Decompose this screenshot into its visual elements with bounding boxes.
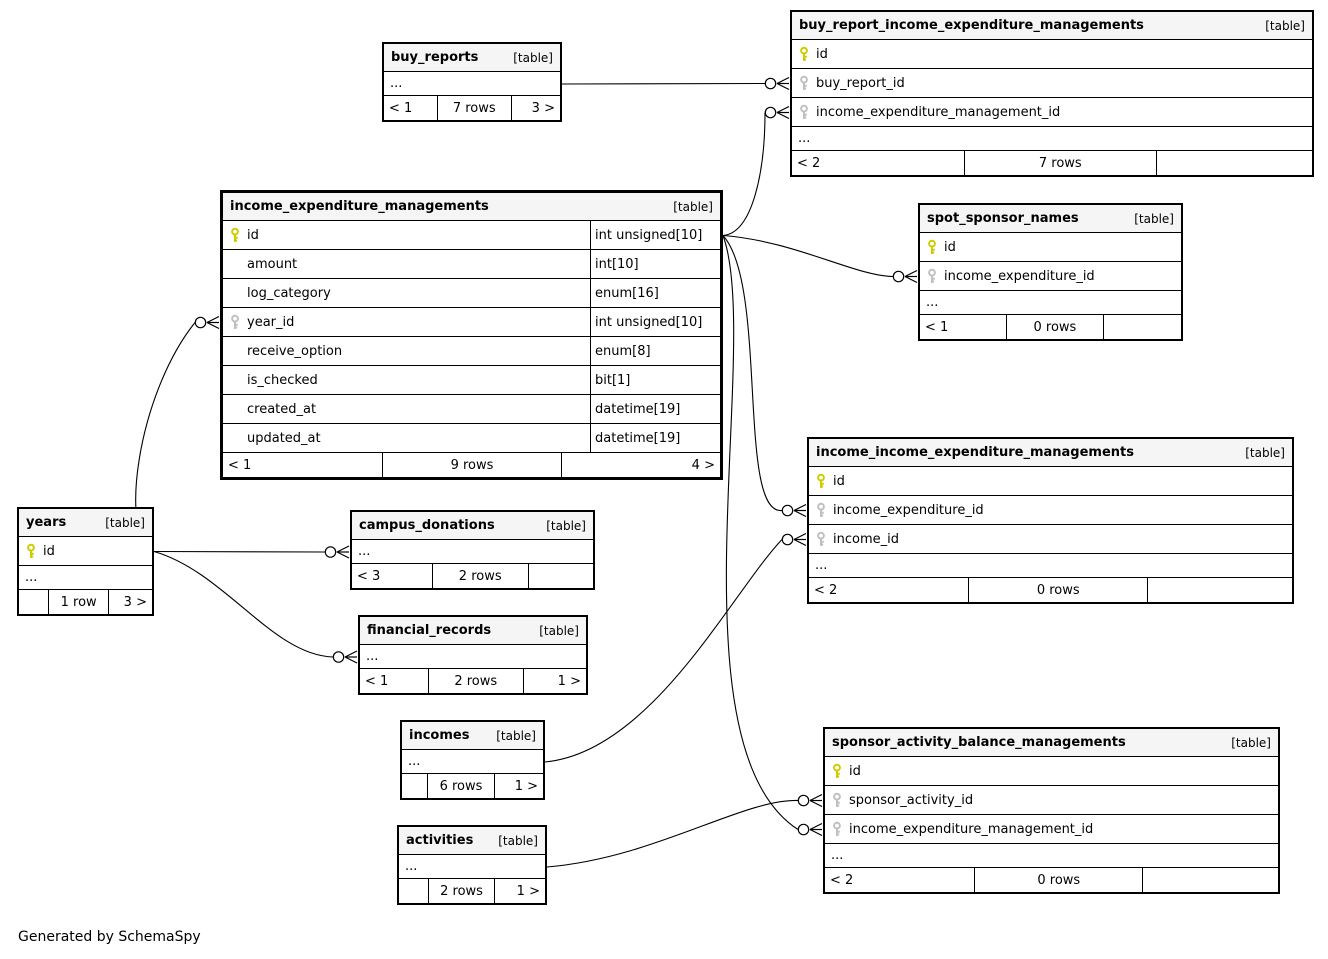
entity-buy_reports[interactable]: [382, 42, 562, 122]
column-row-log_category[interactable]: [223, 279, 720, 308]
column-name: updated_at: [247, 430, 321, 446]
primary-key-icon: [920, 233, 944, 261]
footer-row-count: 6 rows: [427, 774, 493, 798]
footer-children: [1147, 578, 1292, 602]
table-header: [384, 44, 560, 72]
footer-row-count: 2 rows: [428, 879, 494, 903]
entity-incomes[interactable]: [400, 720, 545, 800]
column-row-sponsor_activity_id[interactable]: [825, 786, 1278, 815]
no-key-spacer: [223, 279, 247, 307]
table-name[interactable]: sponsor_activity_balance_managements: [832, 735, 1126, 750]
entity-sponsor_activity_balance_managements[interactable]: [823, 727, 1280, 894]
footer-row-count: 2 rows: [432, 564, 528, 588]
column-row-buy_report_id[interactable]: [792, 69, 1312, 98]
table-name[interactable]: income_expenditure_managements: [230, 199, 489, 214]
footer-parents: [399, 879, 428, 903]
column-row-id[interactable]: [792, 40, 1312, 69]
foreign-key-icon: [792, 98, 816, 126]
column-name: id: [816, 46, 828, 62]
column-name: id: [944, 239, 956, 255]
table-name[interactable]: buy_report_income_expenditure_managements: [799, 18, 1144, 33]
footer-children: 3 >: [511, 96, 560, 120]
primary-key-icon: [825, 757, 849, 785]
column-name: log_category: [247, 285, 331, 301]
column-row-id[interactable]: [809, 467, 1292, 496]
column-type: datetime[19]: [590, 395, 720, 423]
more-columns-ellipsis: ...: [384, 72, 560, 96]
table-footer: [792, 151, 1312, 175]
more-columns-ellipsis: ...: [399, 855, 545, 879]
footer-children: 1 >: [494, 774, 543, 798]
table-footer: [384, 96, 560, 120]
table-header: [809, 439, 1292, 467]
column-row-amount[interactable]: [223, 250, 720, 279]
table-name[interactable]: campus_donations: [359, 518, 495, 533]
footer-children: [1156, 151, 1312, 175]
primary-key-icon: [792, 40, 816, 68]
footer-parents: < 1: [228, 457, 252, 473]
table-footer: [402, 774, 543, 798]
entity-years[interactable]: [17, 507, 154, 616]
table-footer: [360, 669, 586, 693]
primary-key-icon: [223, 221, 247, 249]
column-name: buy_report_id: [816, 75, 905, 91]
footer-row-count: 7 rows: [964, 151, 1156, 175]
edge-income_expenditure_managements.id-to-buy_report_income_expenditure_managements.income_expenditure_management_id: [723, 107, 789, 236]
no-key-spacer: [223, 337, 247, 365]
footer-row-count: 7 rows: [437, 96, 511, 120]
edge-income_expenditure_managements.id-to-income_income_expenditure_managements.income_expenditure_id: [723, 236, 806, 517]
table-header: [399, 827, 545, 855]
column-type: bit[1]: [590, 366, 720, 394]
table-tag: [table]: [1134, 211, 1174, 226]
entity-income_income_expenditure_managements[interactable]: [807, 437, 1294, 604]
table-footer: [399, 879, 545, 903]
footer-parents: [402, 774, 427, 798]
column-name: id: [247, 227, 259, 243]
column-name: amount: [247, 256, 298, 272]
edge-buy_reports-to-buy_report_income_expenditure_managements.buy_report_id: [562, 78, 789, 90]
footer-row-count: 1 row: [48, 590, 108, 614]
entity-activities[interactable]: [397, 825, 547, 905]
table-header: [402, 722, 543, 750]
column-row-id[interactable]: [19, 537, 152, 566]
footer-parents: < 1: [365, 673, 389, 689]
footer-children: [528, 564, 593, 588]
table-name[interactable]: income_income_expenditure_managements: [816, 445, 1134, 460]
column-name: income_id: [833, 531, 899, 547]
no-key-spacer: [223, 424, 247, 452]
footer-children: 1 >: [523, 669, 586, 693]
table-name[interactable]: activities: [406, 833, 474, 848]
column-row-income_expenditure_management_id[interactable]: [825, 815, 1278, 844]
column-name: id: [43, 543, 55, 559]
more-columns-ellipsis: ...: [792, 127, 1312, 151]
column-row-income_id[interactable]: [809, 525, 1292, 554]
foreign-key-icon: [223, 308, 247, 336]
column-type: enum[16]: [590, 279, 720, 307]
table-header: [825, 729, 1278, 757]
footer-children: [1103, 315, 1181, 339]
footer-children: 1 >: [494, 879, 545, 903]
more-columns-ellipsis: ...: [402, 750, 543, 774]
column-row-receive_option[interactable]: [223, 337, 720, 366]
footer-row-count: 0 rows: [968, 578, 1147, 602]
column-name: sponsor_activity_id: [849, 792, 974, 808]
more-columns-ellipsis: ...: [352, 540, 593, 564]
table-footer: [825, 868, 1278, 892]
foreign-key-icon: [809, 496, 833, 524]
foreign-key-icon: [825, 786, 849, 814]
footer-row-count: 0 rows: [1006, 315, 1103, 339]
no-key-spacer: [223, 366, 247, 394]
table-footer: [19, 590, 152, 614]
column-row-year_id[interactable]: [223, 308, 720, 337]
footer-parents: [19, 590, 48, 614]
foreign-key-icon: [809, 525, 833, 553]
table-tag: [table]: [496, 728, 536, 743]
column-name: created_at: [247, 401, 317, 417]
column-type: enum[8]: [590, 337, 720, 365]
table-name[interactable]: spot_sponsor_names: [927, 211, 1079, 226]
table-tag: [table]: [498, 833, 538, 848]
column-row-id[interactable]: [223, 221, 720, 250]
edge-activities-to-sponsor_activity_balance_managements.sponsor_activity_id: [547, 795, 822, 868]
entity-financial_records[interactable]: [358, 615, 588, 695]
column-row-created_at[interactable]: [223, 395, 720, 424]
footer-parents: < 2: [814, 582, 838, 598]
column-type: int unsigned[10]: [590, 308, 720, 336]
table-tag: [table]: [513, 50, 553, 65]
table-name[interactable]: financial_records: [367, 623, 492, 638]
footer-parents: < 1: [389, 100, 413, 116]
generated-by-note: Generated by SchemaSpy: [18, 929, 201, 945]
table-name[interactable]: years: [26, 515, 67, 530]
table-header: [792, 12, 1312, 40]
column-row-is_checked[interactable]: [223, 366, 720, 395]
edge-years.id-to-financial_records: [154, 552, 357, 664]
footer-row-count: 2 rows: [428, 669, 523, 693]
foreign-key-icon: [792, 69, 816, 97]
table-footer: [809, 578, 1292, 602]
footer-parents: < 2: [797, 155, 821, 171]
table-name[interactable]: buy_reports: [391, 50, 479, 65]
table-footer: [920, 315, 1181, 339]
column-row-id[interactable]: [920, 233, 1181, 262]
footer-row-count: 0 rows: [974, 868, 1142, 892]
footer-parents: < 1: [925, 319, 949, 335]
table-tag: [table]: [673, 199, 713, 214]
footer-parents: < 2: [830, 872, 854, 888]
edge-years.id-to-campus_donations: [154, 546, 349, 558]
table-header: [920, 205, 1181, 233]
entity-income_expenditure_managements[interactable]: [220, 190, 723, 480]
column-row-income_expenditure_id[interactable]: [809, 496, 1292, 525]
more-columns-ellipsis: ...: [360, 645, 586, 669]
table-header: [360, 617, 586, 645]
table-tag: [table]: [1265, 18, 1305, 33]
footer-row-count: 9 rows: [382, 453, 561, 477]
footer-children: [1142, 868, 1278, 892]
primary-key-icon: [809, 467, 833, 495]
more-columns-ellipsis: ...: [809, 554, 1292, 578]
table-tag: [table]: [539, 623, 579, 638]
table-footer: [352, 564, 593, 588]
table-header: [19, 509, 152, 537]
table-tag: [table]: [546, 518, 586, 533]
column-name: id: [833, 473, 845, 489]
more-columns-ellipsis: ...: [19, 566, 152, 590]
column-row-updated_at[interactable]: [223, 424, 720, 453]
table-footer: [223, 453, 720, 477]
column-name: receive_option: [247, 343, 343, 359]
column-type: int unsigned[10]: [590, 221, 720, 249]
primary-key-icon: [19, 537, 43, 565]
table-tag: [table]: [1231, 735, 1271, 750]
foreign-key-icon: [825, 815, 849, 843]
column-row-income_expenditure_management_id[interactable]: [792, 98, 1312, 127]
no-key-spacer: [223, 250, 247, 278]
table-name[interactable]: incomes: [409, 728, 470, 743]
no-key-spacer: [223, 395, 247, 423]
column-name: is_checked: [247, 372, 318, 388]
column-name: id: [849, 763, 861, 779]
more-columns-ellipsis: ...: [920, 291, 1181, 315]
table-header: [352, 512, 593, 540]
footer-children: 4 >: [561, 453, 720, 477]
column-row-id[interactable]: [825, 757, 1278, 786]
table-tag: [table]: [1245, 445, 1285, 460]
column-name: income_expenditure_id: [833, 502, 984, 518]
edge-income_expenditure_managements.id-to-spot_sponsor_names.income_expenditure_id: [723, 236, 917, 283]
column-name: income_expenditure_management_id: [849, 821, 1094, 837]
column-type: int[10]: [590, 250, 720, 278]
entity-spot_sponsor_names[interactable]: [918, 203, 1183, 341]
table-tag: [table]: [105, 515, 145, 530]
more-columns-ellipsis: ...: [825, 844, 1278, 868]
column-type: datetime[19]: [590, 424, 720, 452]
table-header: [223, 193, 720, 221]
entity-buy_report_income_expenditure_managements[interactable]: [790, 10, 1314, 177]
entity-campus_donations[interactable]: [350, 510, 595, 590]
foreign-key-icon: [920, 262, 944, 290]
column-name: income_expenditure_id: [944, 268, 1095, 284]
column-name: year_id: [247, 314, 295, 330]
column-name: income_expenditure_management_id: [816, 104, 1061, 120]
footer-children: 3 >: [108, 590, 152, 614]
column-row-income_expenditure_id[interactable]: [920, 262, 1181, 291]
footer-parents: < 3: [357, 568, 381, 584]
